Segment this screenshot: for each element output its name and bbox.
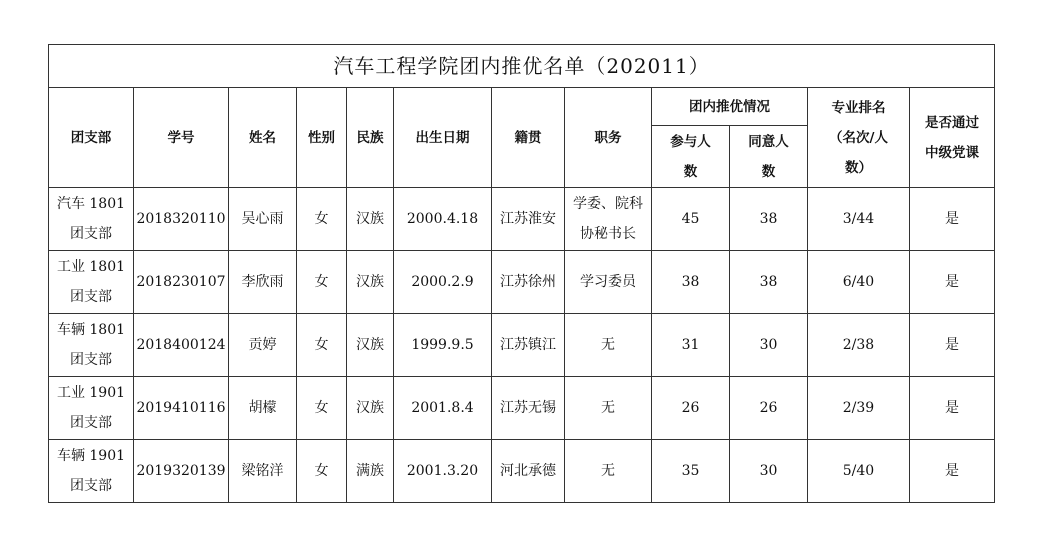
- header-agree-line2: 数: [761, 163, 776, 180]
- cell-birth-date: 2000.4.18: [394, 188, 492, 251]
- cell-agree: 30: [730, 314, 808, 377]
- header-name: 姓名: [229, 88, 297, 188]
- table-row: [49, 314, 995, 377]
- cell-branch-line2: 团支部: [70, 415, 112, 431]
- header-rank-line2: （名次/人: [829, 129, 888, 146]
- cell-student-id: 2019410116: [134, 377, 229, 440]
- header-ethnicity: 民族: [347, 88, 394, 188]
- cell-native-place: 江苏镇江: [492, 314, 565, 377]
- header-participants-line1: 参与人: [670, 133, 711, 150]
- cell-position: 无: [565, 440, 652, 503]
- cell-agree: 38: [730, 188, 808, 251]
- header-gender: 性别: [297, 88, 347, 188]
- cell-student-id: 2019320139: [134, 440, 229, 503]
- table-row: [49, 440, 995, 503]
- table-row: [49, 188, 995, 251]
- cell-branch: [49, 314, 134, 377]
- cell-branch-line2: 团支部: [70, 289, 112, 305]
- cell-student-id: 2018230107: [134, 251, 229, 314]
- header-branch: 团支部: [49, 88, 134, 188]
- cell-participants: 35: [652, 440, 730, 503]
- cell-branch: [49, 188, 134, 251]
- header-rank-line3: 数）: [845, 159, 872, 176]
- cell-position: 无: [565, 377, 652, 440]
- cell-party-course: 是: [910, 377, 995, 440]
- cell-position-line2: 协秘书长: [580, 226, 636, 242]
- cell-party-course: 是: [910, 251, 995, 314]
- header-position: 职务: [565, 88, 652, 188]
- header-participants-line2: 数: [683, 163, 698, 180]
- cell-name: 李欣雨: [229, 251, 297, 314]
- cell-native-place: 江苏淮安: [492, 188, 565, 251]
- cell-branch: [49, 377, 134, 440]
- cell-ethnicity: 汉族: [347, 188, 394, 251]
- cell-student-id: 2018400124: [134, 314, 229, 377]
- cell-gender: 女: [297, 377, 347, 440]
- cell-rank: 2/38: [808, 314, 910, 377]
- cell-rank: 2/39: [808, 377, 910, 440]
- cell-native-place: 江苏徐州: [492, 251, 565, 314]
- cell-branch: [49, 440, 134, 503]
- cell-birth-date: 1999.9.5: [394, 314, 492, 377]
- cell-student-id: 2018320110: [134, 188, 229, 251]
- cell-name: 胡檬: [229, 377, 297, 440]
- header-participants: [652, 126, 730, 188]
- cell-ethnicity: 汉族: [347, 251, 394, 314]
- cell-branch-line2: 团支部: [70, 352, 112, 368]
- cell-participants: 26: [652, 377, 730, 440]
- cell-gender: 女: [297, 251, 347, 314]
- cell-branch-line1: 车辆 1901: [56, 448, 126, 464]
- header-party-course-line2: 中级党课: [925, 144, 980, 161]
- cell-ethnicity: 汉族: [347, 314, 394, 377]
- cell-party-course: 是: [910, 314, 995, 377]
- header-birth-date: 出生日期: [394, 88, 492, 188]
- cell-position: 无: [565, 314, 652, 377]
- cell-position: 学习委员: [565, 251, 652, 314]
- cell-branch-line2: 团支部: [70, 478, 112, 494]
- header-rank: [808, 88, 910, 188]
- cell-participants: 38: [652, 251, 730, 314]
- cell-ethnicity: 满族: [347, 440, 394, 503]
- table-row: [49, 251, 995, 314]
- cell-branch-line1: 工业 1801: [56, 259, 126, 275]
- cell-gender: 女: [297, 440, 347, 503]
- cell-name: 梁铭洋: [229, 440, 297, 503]
- cell-gender: 女: [297, 188, 347, 251]
- header-party-course: [910, 88, 995, 188]
- cell-name: 贡婷: [229, 314, 297, 377]
- cell-rank: 6/40: [808, 251, 910, 314]
- header-native-place: 籍贯: [492, 88, 565, 188]
- cell-birth-date: 2001.8.4: [394, 377, 492, 440]
- cell-branch: [49, 251, 134, 314]
- header-rank-line1: 专业排名: [831, 99, 886, 116]
- header-agree: [730, 126, 808, 188]
- cell-native-place: 河北承德: [492, 440, 565, 503]
- cell-rank: 5/40: [808, 440, 910, 503]
- cell-position: [565, 188, 652, 251]
- recommendation-table: [48, 44, 995, 503]
- cell-branch-line2: 团支部: [70, 226, 112, 242]
- header-recommendation-group: 团内推优情况: [652, 88, 808, 126]
- cell-branch-line1: 工业 1901: [56, 385, 126, 401]
- cell-agree: 38: [730, 251, 808, 314]
- header-agree-line1: 同意人: [748, 133, 789, 150]
- cell-gender: 女: [297, 314, 347, 377]
- cell-name: 吴心雨: [229, 188, 297, 251]
- header-party-course-line1: 是否通过: [925, 114, 980, 131]
- cell-agree: 26: [730, 377, 808, 440]
- cell-branch-line1: 汽车 1801: [56, 196, 126, 212]
- cell-position-line1: 学委、院科: [573, 196, 643, 212]
- header-student-id: 学号: [134, 88, 229, 188]
- table-row: [49, 377, 995, 440]
- cell-native-place: 江苏无锡: [492, 377, 565, 440]
- cell-participants: 31: [652, 314, 730, 377]
- cell-participants: 45: [652, 188, 730, 251]
- table-title: 汽车工程学院团内推优名单（202011）: [49, 45, 995, 88]
- cell-birth-date: 2000.2.9: [394, 251, 492, 314]
- cell-rank: 3/44: [808, 188, 910, 251]
- cell-party-course: 是: [910, 440, 995, 503]
- cell-party-course: 是: [910, 188, 995, 251]
- cell-birth-date: 2001.3.20: [394, 440, 492, 503]
- cell-agree: 30: [730, 440, 808, 503]
- cell-branch-line1: 车辆 1801: [56, 322, 126, 338]
- cell-ethnicity: 汉族: [347, 377, 394, 440]
